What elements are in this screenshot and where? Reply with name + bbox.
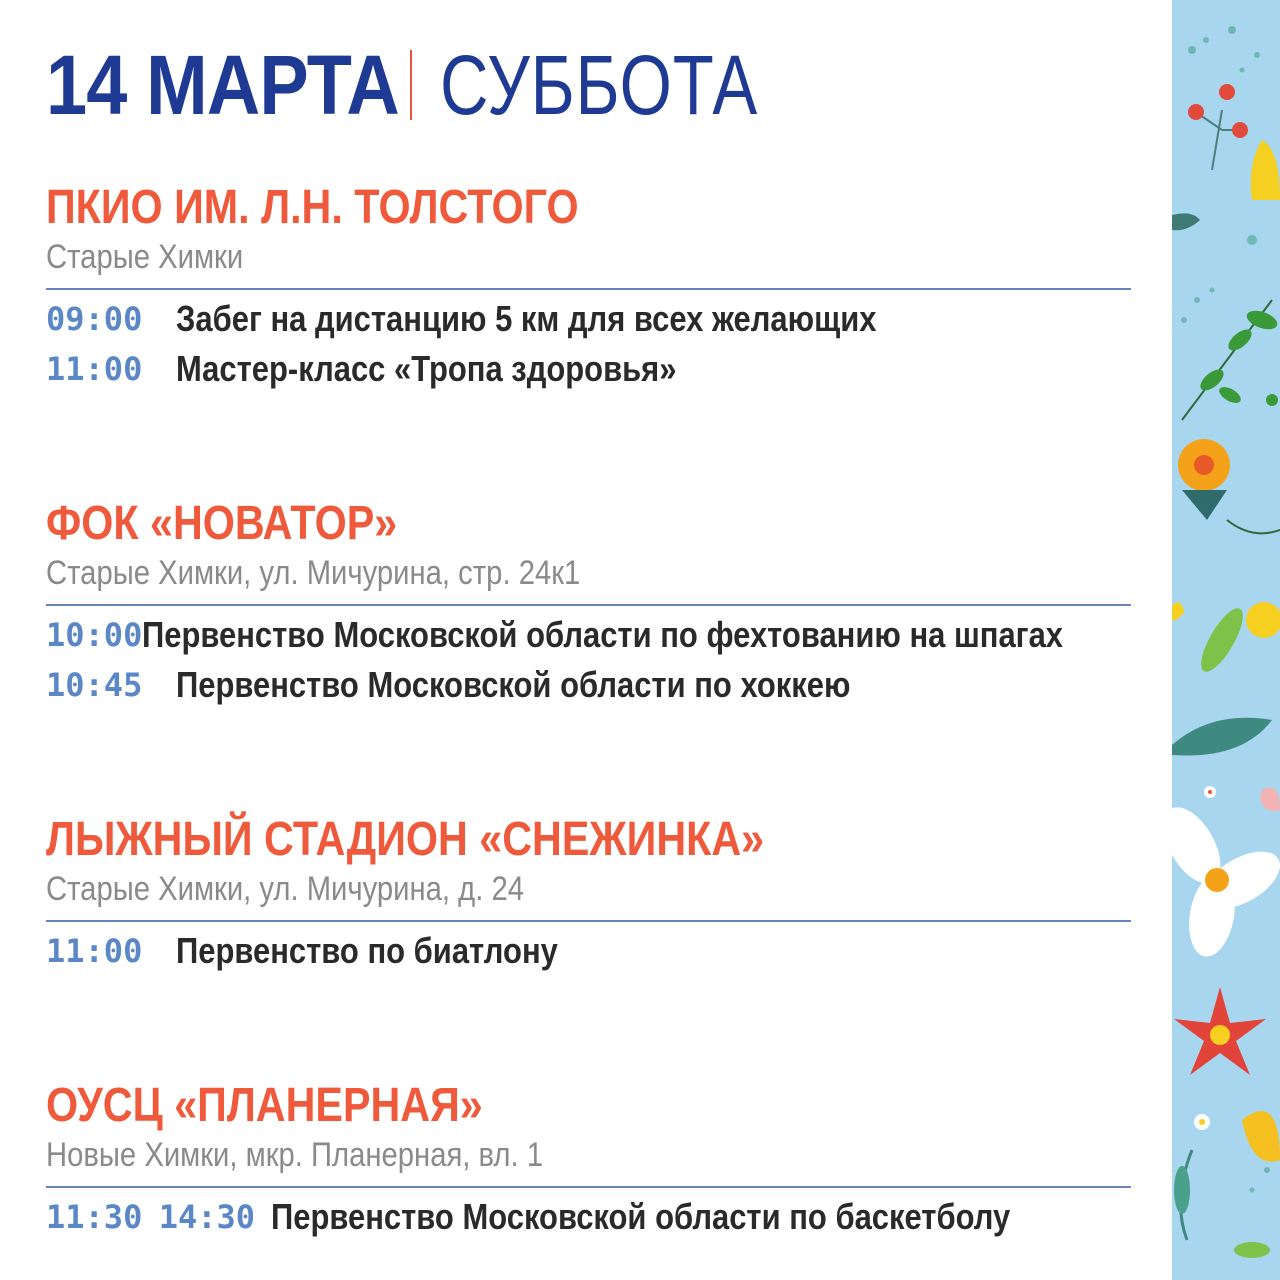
venue-block	[46, 496, 1131, 710]
event-time: 10:00	[46, 616, 143, 654]
event-time: 09:00	[46, 300, 143, 338]
event-row	[46, 610, 1131, 660]
event-title: Мастер-класс «Тропа здоровья»	[176, 348, 677, 389]
event-title: Первенство Московской области по баскетболу	[271, 1196, 1011, 1237]
venue-name: ЛЫЖНЫЙ СТАДИОН «СНЕЖИНКА»	[46, 813, 765, 866]
page-header	[46, 37, 758, 132]
floral-pattern-icon	[1172, 0, 1280, 1280]
event-row	[46, 926, 1131, 976]
venue-divider	[46, 288, 1131, 290]
event-title: Забег на дистанцию 5 км для всех желающих	[176, 298, 877, 339]
event-time-second: 14:30	[158, 1198, 256, 1236]
venue-address: Новые Химки, мкр. Планерная, вл. 1	[46, 1136, 543, 1174]
venue-block	[46, 1078, 1131, 1242]
event-row	[46, 294, 1131, 344]
event-time: 11:00	[46, 350, 143, 388]
venue-block	[46, 180, 1131, 394]
event-row	[46, 660, 1131, 710]
header-separator	[410, 50, 412, 120]
venue-address: Старые Химки, ул. Мичурина, д. 24	[46, 870, 525, 908]
event-time: 10:45	[46, 666, 143, 704]
venue-address: Старые Химки	[46, 238, 244, 276]
venue-name: ОУСЦ «ПЛАНЕРНАЯ»	[46, 1079, 483, 1132]
venue-name: ПКИО ИМ. Л.Н. ТОЛСТОГО	[46, 181, 579, 234]
event-time: 11:00	[46, 932, 143, 970]
venue-divider	[46, 1186, 1131, 1188]
event-title: Первенство Московской области по фехтованию на шпагах	[142, 614, 1064, 655]
event-row	[46, 344, 1131, 394]
venue-name: ФОК «НОВАТОР»	[46, 497, 398, 550]
header-date: 14 МАРТА	[46, 37, 399, 132]
venue-divider	[46, 604, 1131, 606]
header-weekday: СУББОТА	[440, 37, 758, 132]
event-time: 11:30	[46, 1198, 143, 1236]
venue-address: Старые Химки, ул. Мичурина, стр. 24к1	[46, 554, 581, 592]
venue-divider	[46, 920, 1131, 922]
venue-block	[46, 812, 1131, 976]
floral-side-panel	[1172, 0, 1280, 1280]
event-title: Первенство по биатлону	[176, 930, 558, 971]
event-row	[46, 1192, 1131, 1242]
event-title: Первенство Московской области по хоккею	[176, 664, 851, 705]
